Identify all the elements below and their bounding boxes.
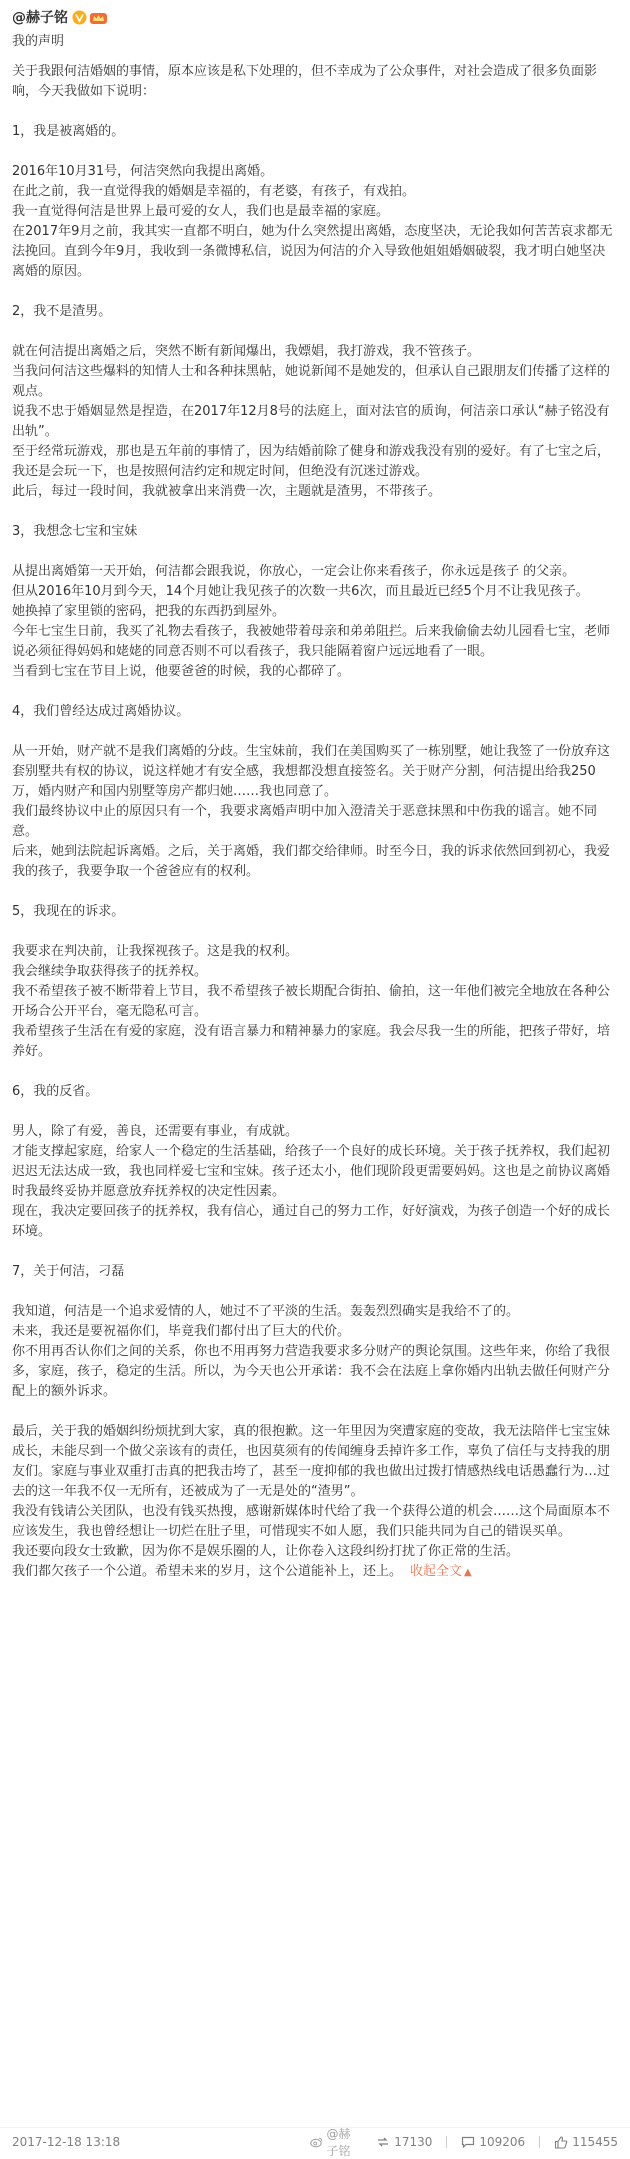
post-stats	[362, 2135, 618, 2149]
paragraph	[12, 902, 618, 922]
paragraph-text: 她换掉了家里锁的密码，把我的东西扔到屋外。	[12, 604, 286, 619]
paragraph-text: 在2017年9月之前，我其实一直都不明白，她为什么突然提出离婚，态度坚决，无论我如何苦苦哀求都无法挽回。直到今年9月，我收到一条微博私信，说因为何洁的介入导致他姐姐婚姻破裂，我才明白她坚决离婚的原因。	[12, 224, 613, 279]
paragraph	[12, 522, 618, 542]
paragraph-text: 4，我们曾经达成过离婚协议。	[12, 704, 190, 719]
like-button[interactable]	[554, 2135, 618, 2149]
paragraph	[12, 442, 618, 482]
paragraph-text: 从一开始，财产就不是我们离婚的分歧。生宝妹前，我们在美国购买了一栋别墅，她让我签了一份放弃这套别墅共有权的协议，说这样她才有安全感，我想都没想直接签名。关于财产分割，何洁提出给我250万，婚内财产和国内别墅等房产都归她……我也同意了。	[12, 744, 611, 799]
paragraph	[12, 122, 618, 142]
comment-button[interactable]	[461, 2135, 525, 2149]
paragraph-gap	[12, 1102, 618, 1122]
paragraph	[12, 62, 618, 102]
paragraph-gap	[12, 922, 618, 942]
paragraph-gap	[12, 102, 618, 122]
stat-divider	[446, 2136, 447, 2148]
paragraph	[12, 742, 618, 802]
paragraph-text: 我没有钱请公关团队，也没有钱买热搜，感谢新媒体时代给了我一个获得公道的机会……这个局面原本不应该发生，我也曾经想让一切烂在肚子里，可惜现实不如人愿，我们只能共同为自己的错误买单。	[12, 1504, 611, 1539]
paragraph-text: 我希望孩子生活在有爱的家庭，没有语言暴力和精神暴力的家庭。我会尽我一生的所能，把孩子带好，培养好。	[12, 1024, 611, 1059]
paragraph-text: 当看到七宝在节目上说，他要爸爸的时候，我的心都碎了。	[12, 664, 351, 679]
paragraph-gap	[12, 1242, 618, 1262]
repost-button[interactable]	[376, 2135, 432, 2149]
paragraph-text: 我们最终协议中止的原因只有一个，我要求离婚声明中加入澄清关于恶意抹黑和中伤我的谣言。她不同意。	[12, 804, 598, 839]
paragraph	[12, 662, 618, 682]
paragraph	[12, 302, 618, 322]
paragraph-text: 2，我不是渣男。	[12, 304, 112, 319]
paragraph-text: 关于我跟何洁婚姻的事情，原本应该是私下处理的，但不幸成为了公众事件，对社会造成了很多负面影响，今天我做如下说明：	[12, 64, 598, 99]
paragraph	[12, 182, 618, 202]
vip-crown-icon	[89, 10, 108, 25]
paragraph-gap	[12, 1402, 618, 1422]
thumbs-up-icon	[554, 2136, 568, 2149]
paragraph	[12, 1322, 618, 1342]
post-title: 我的声明	[12, 34, 65, 49]
paragraph-text: 我们都欠孩子一个公道。希望未来的岁月，这个公道能补上，还上。	[12, 1564, 403, 1579]
paragraph-gap	[12, 1282, 618, 1302]
watermark	[310, 2125, 362, 2159]
paragraph-gap	[12, 282, 618, 302]
paragraph	[12, 1202, 618, 1242]
weibo-logo-icon	[310, 2135, 323, 2149]
paragraph	[12, 702, 618, 722]
paragraph-gap	[12, 722, 618, 742]
repost-count: 17130	[394, 2135, 433, 2149]
paragraph	[12, 562, 618, 582]
paragraph-text: 我会继续争取获得孩子的抚养权。	[12, 964, 208, 979]
paragraph	[12, 1562, 618, 1583]
paragraph	[12, 802, 618, 842]
paragraph-text: 我不希望孩子被不断带着上节目，我不希望孩子被长期配合街拍、偷拍，这一年他们被完全地放在各种公开场合公开平台，毫无隐私可言。	[12, 984, 611, 1019]
paragraph-text: 在此之前，我一直觉得我的婚姻是幸福的，有老婆，有孩子，有戏拍。	[12, 184, 416, 199]
post-body	[12, 62, 618, 1583]
paragraph	[12, 1082, 618, 1102]
paragraph-text: 7，关于何洁，刁磊	[12, 1264, 125, 1279]
paragraph	[12, 842, 618, 882]
paragraph	[12, 1262, 618, 1282]
paragraph-text: 当我问何洁这些爆料的知情人士和各种抹黑帖，她说新闻不是她发的，但承认自己跟朋友们传播了这样的观点。	[12, 364, 611, 399]
paragraph-text: 说我不忠于婚姻显然是捏造，在2017年12月8号的法庭上，面对法官的质询，何洁亲口承认“赫子铭没有出轨”。	[12, 404, 610, 439]
paragraph-text: 2016年10月31号，何洁突然向我提出离婚。	[12, 164, 274, 179]
paragraph	[12, 942, 618, 962]
stat-divider	[539, 2136, 540, 2148]
paragraph	[12, 1422, 618, 1502]
paragraph-gap	[12, 502, 618, 522]
chevron-up-icon: ▲	[464, 1567, 472, 1578]
post-footer	[12, 2128, 618, 2156]
paragraph	[12, 962, 618, 982]
paragraph	[12, 622, 618, 662]
paragraph	[12, 1342, 618, 1402]
paragraph	[12, 982, 618, 1022]
paragraph	[12, 362, 618, 402]
paragraph	[12, 1542, 618, 1562]
paragraph-text: 未来，我还是要祝福你们，毕竟我们都付出了巨大的代价。	[12, 1324, 351, 1339]
paragraph-gap	[12, 882, 618, 902]
paragraph-text: 我一直觉得何洁是世界上最可爱的女人，我们也是最幸福的家庭。	[12, 204, 390, 219]
paragraph-gap	[12, 1062, 618, 1082]
paragraph	[12, 1142, 618, 1202]
paragraph-gap	[12, 542, 618, 562]
paragraph	[12, 602, 618, 622]
paragraph-text: 从提出离婚第一天开始，何洁都会跟我说，你放心，一定会让你来看孩子，你永远是孩子 的父亲。	[12, 564, 576, 579]
paragraph-gap	[12, 142, 618, 162]
paragraph-text: 我要求在判决前，让我探视孩子。这是我的权利。	[12, 944, 299, 959]
paragraph-gap	[12, 322, 618, 342]
paragraph	[12, 1502, 618, 1542]
paragraph-text: 你不用再否认你们之间的关系，你也不用再努力营造我要求多分财产的舆论氛围。这些年来，你给了我很多，家庭，孩子，稳定的生活。所以，为今天也公开承诺：我不会在法庭上拿你婚内出轨去做任何财产分配上的额外诉求。	[12, 1344, 611, 1399]
paragraph-text: 5，我现在的诉求。	[12, 904, 125, 919]
paragraph-text: 后来，她到法院起诉离婚。之后，关于离婚，我们都交给律师。时至今日，我的诉求依然回到初心，我爱我的孩子，我要争取一个爸爸应有的权利。	[12, 844, 611, 879]
paragraph	[12, 202, 618, 222]
paragraph	[12, 162, 618, 182]
paragraph-text: 1，我是被离婚的。	[12, 124, 125, 139]
paragraph-text: 我知道，何洁是一个追求爱情的人，她过不了平淡的生活。轰轰烈烈确实是我给不了的。	[12, 1304, 520, 1319]
paragraph-text: 3，我想念七宝和宝妹	[12, 524, 138, 539]
paragraph-text: 我还要向段女士致歉，因为你不是娱乐圈的人，让你卷入这段纠纷打扰了你正常的生活。	[12, 1544, 520, 1559]
paragraph-text: 今年七宝生日前，我买了礼物去看孩子，我被她带着母亲和弟弟阻拦。后来我偷偷去幼儿园看七宝，老师说必须征得妈妈和姥姥的同意否则不可以看孩子，我只能隔着窗户远远地看了一眼。	[12, 624, 611, 659]
paragraph	[12, 482, 618, 502]
paragraph	[12, 582, 618, 602]
post-header	[12, 0, 618, 32]
paragraph-text: 至于经常玩游戏，那也是五年前的事情了，因为结婚前除了健身和游戏我没有别的爱好。有了七宝之后，我还是会玩一下，也是按照何洁约定和规定时间，但绝没有沉迷过游戏。	[12, 444, 611, 479]
paragraph	[12, 402, 618, 442]
verified-badge-icon	[72, 10, 87, 25]
comment-icon	[461, 2136, 475, 2148]
author-name[interactable]: @赫子铭	[12, 10, 68, 26]
paragraph-text: 6，我的反省。	[12, 1084, 99, 1099]
paragraph-text: 此后，每过一段时间，我就被拿出来消费一次，主题就是渣男，不带孩子。	[12, 484, 442, 499]
paragraph	[12, 1122, 618, 1142]
paragraph-text: 现在，我决定要回孩子的抚养权，我有信心，通过自己的努力工作，好好演戏，为孩子创造一个好的成长环境。	[12, 1204, 611, 1239]
paragraph-gap	[12, 682, 618, 702]
paragraph-text: 男人，除了有爱，善良，还需要有事业，有成就。	[12, 1124, 299, 1139]
post-content	[12, 32, 618, 1583]
repost-icon	[376, 2136, 390, 2148]
paragraph-text: 但从2016年10月到今天，14个月她让我见孩子的次数一共6次，而且最近已经5个月不让我见孩子。	[12, 584, 589, 599]
paragraph-text: 就在何洁提出离婚之后，突然不断有新闻爆出，我嫖娼，我打游戏，我不管孩子。	[12, 344, 481, 359]
watermark-text: @赫子铭	[326, 2127, 351, 2158]
paragraph	[12, 1302, 618, 1322]
comment-count: 109206	[479, 2135, 526, 2149]
like-count: 115455	[572, 2135, 618, 2149]
paragraph-text: 最后，关于我的婚姻纠纷烦扰到大家，真的很抱歉。这一年里因为突遭家庭的变故，我无法陪伴七宝宝妹成长，未能尽到一个做父亲该有的责任，也因莫须有的传闻缠身丢掉许多工作，辜负了信任与支持我的朋友们。家庭与事业双重打击真的把我击垮了，甚至一度抑郁的我也做出过拨打情感热线电话愚蠢行为…过去的这一年我不仅一无所有，还被成为了一无是处的“渣男”。	[12, 1424, 611, 1499]
post-date[interactable]: 2017-12-18 13:18	[12, 2135, 121, 2149]
paragraph	[12, 222, 618, 282]
paragraph	[12, 342, 618, 362]
paragraph	[12, 1022, 618, 1062]
collapse-full-text-link[interactable]: 收起全文	[410, 1564, 463, 1579]
paragraph-text: 才能支撑起家庭，给家人一个稳定的生活基础，给孩子一个良好的成长环境。关于孩子抚养权，我们起初迟迟无法达成一致，我也同样爱七宝和宝妹。孩子还太小，他们现阶段更需要妈妈。这也是之前协议离婚时我最终妥协并愿意放弃抚养权的决定性因素。	[12, 1144, 611, 1199]
